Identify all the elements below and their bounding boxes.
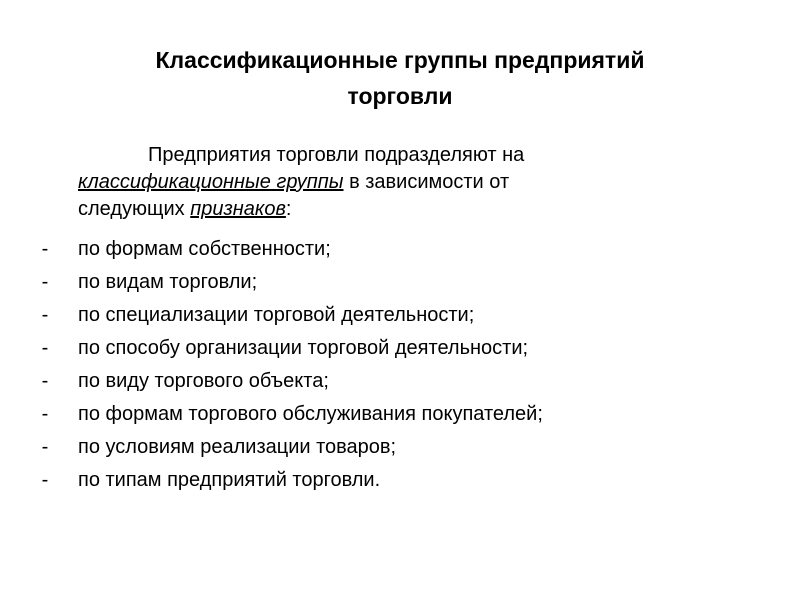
bullet-dash: - bbox=[41, 436, 49, 458]
intro-text-2: в зависимости от bbox=[343, 171, 510, 193]
criteria-list bbox=[30, 233, 770, 497]
list-item bbox=[30, 398, 770, 431]
intro-text-1: Предприятия торговли подразделяют на bbox=[148, 144, 525, 166]
bullet-dash: - bbox=[41, 304, 49, 326]
intro-paragraph bbox=[78, 142, 718, 223]
bullet-dash: - bbox=[41, 370, 49, 392]
list-item bbox=[30, 365, 770, 398]
list-item-text: по специализации торговой деятельности; bbox=[78, 304, 475, 326]
bullet-dash: - bbox=[41, 238, 49, 260]
intro-text-4: : bbox=[285, 198, 292, 220]
list-item bbox=[30, 266, 770, 299]
bullet-dash: - bbox=[41, 469, 49, 491]
list-item-text: по типам предприятий торговли. bbox=[78, 469, 381, 491]
list-item-text: по видам торговли; bbox=[78, 271, 258, 293]
list-item-text: по условиям реализации товаров; bbox=[78, 436, 397, 458]
slide-title bbox=[40, 42, 760, 114]
list-item-text: по виду торгового объекта; bbox=[78, 370, 329, 392]
bullet-dash: - bbox=[41, 337, 49, 359]
list-item-text: по формам торгового обслуживания покупателей; bbox=[78, 403, 543, 425]
intro-text-3: следующих bbox=[78, 198, 191, 220]
attributes-term: признаков bbox=[190, 198, 286, 220]
classification-groups-term: классификационные группы bbox=[78, 171, 344, 193]
title-line-2: торговли bbox=[347, 83, 453, 109]
list-item bbox=[30, 299, 770, 332]
bullet-dash: - bbox=[41, 403, 49, 425]
title-line-1: Классификационные группы предприятий bbox=[155, 47, 645, 73]
list-item bbox=[30, 332, 770, 365]
list-item bbox=[30, 431, 770, 464]
list-item bbox=[30, 233, 770, 266]
list-item-text: по способу организации торговой деятельности; bbox=[78, 337, 529, 359]
list-item bbox=[30, 464, 770, 497]
bullet-dash: - bbox=[41, 271, 49, 293]
list-item-text: по формам собственности; bbox=[78, 238, 331, 260]
